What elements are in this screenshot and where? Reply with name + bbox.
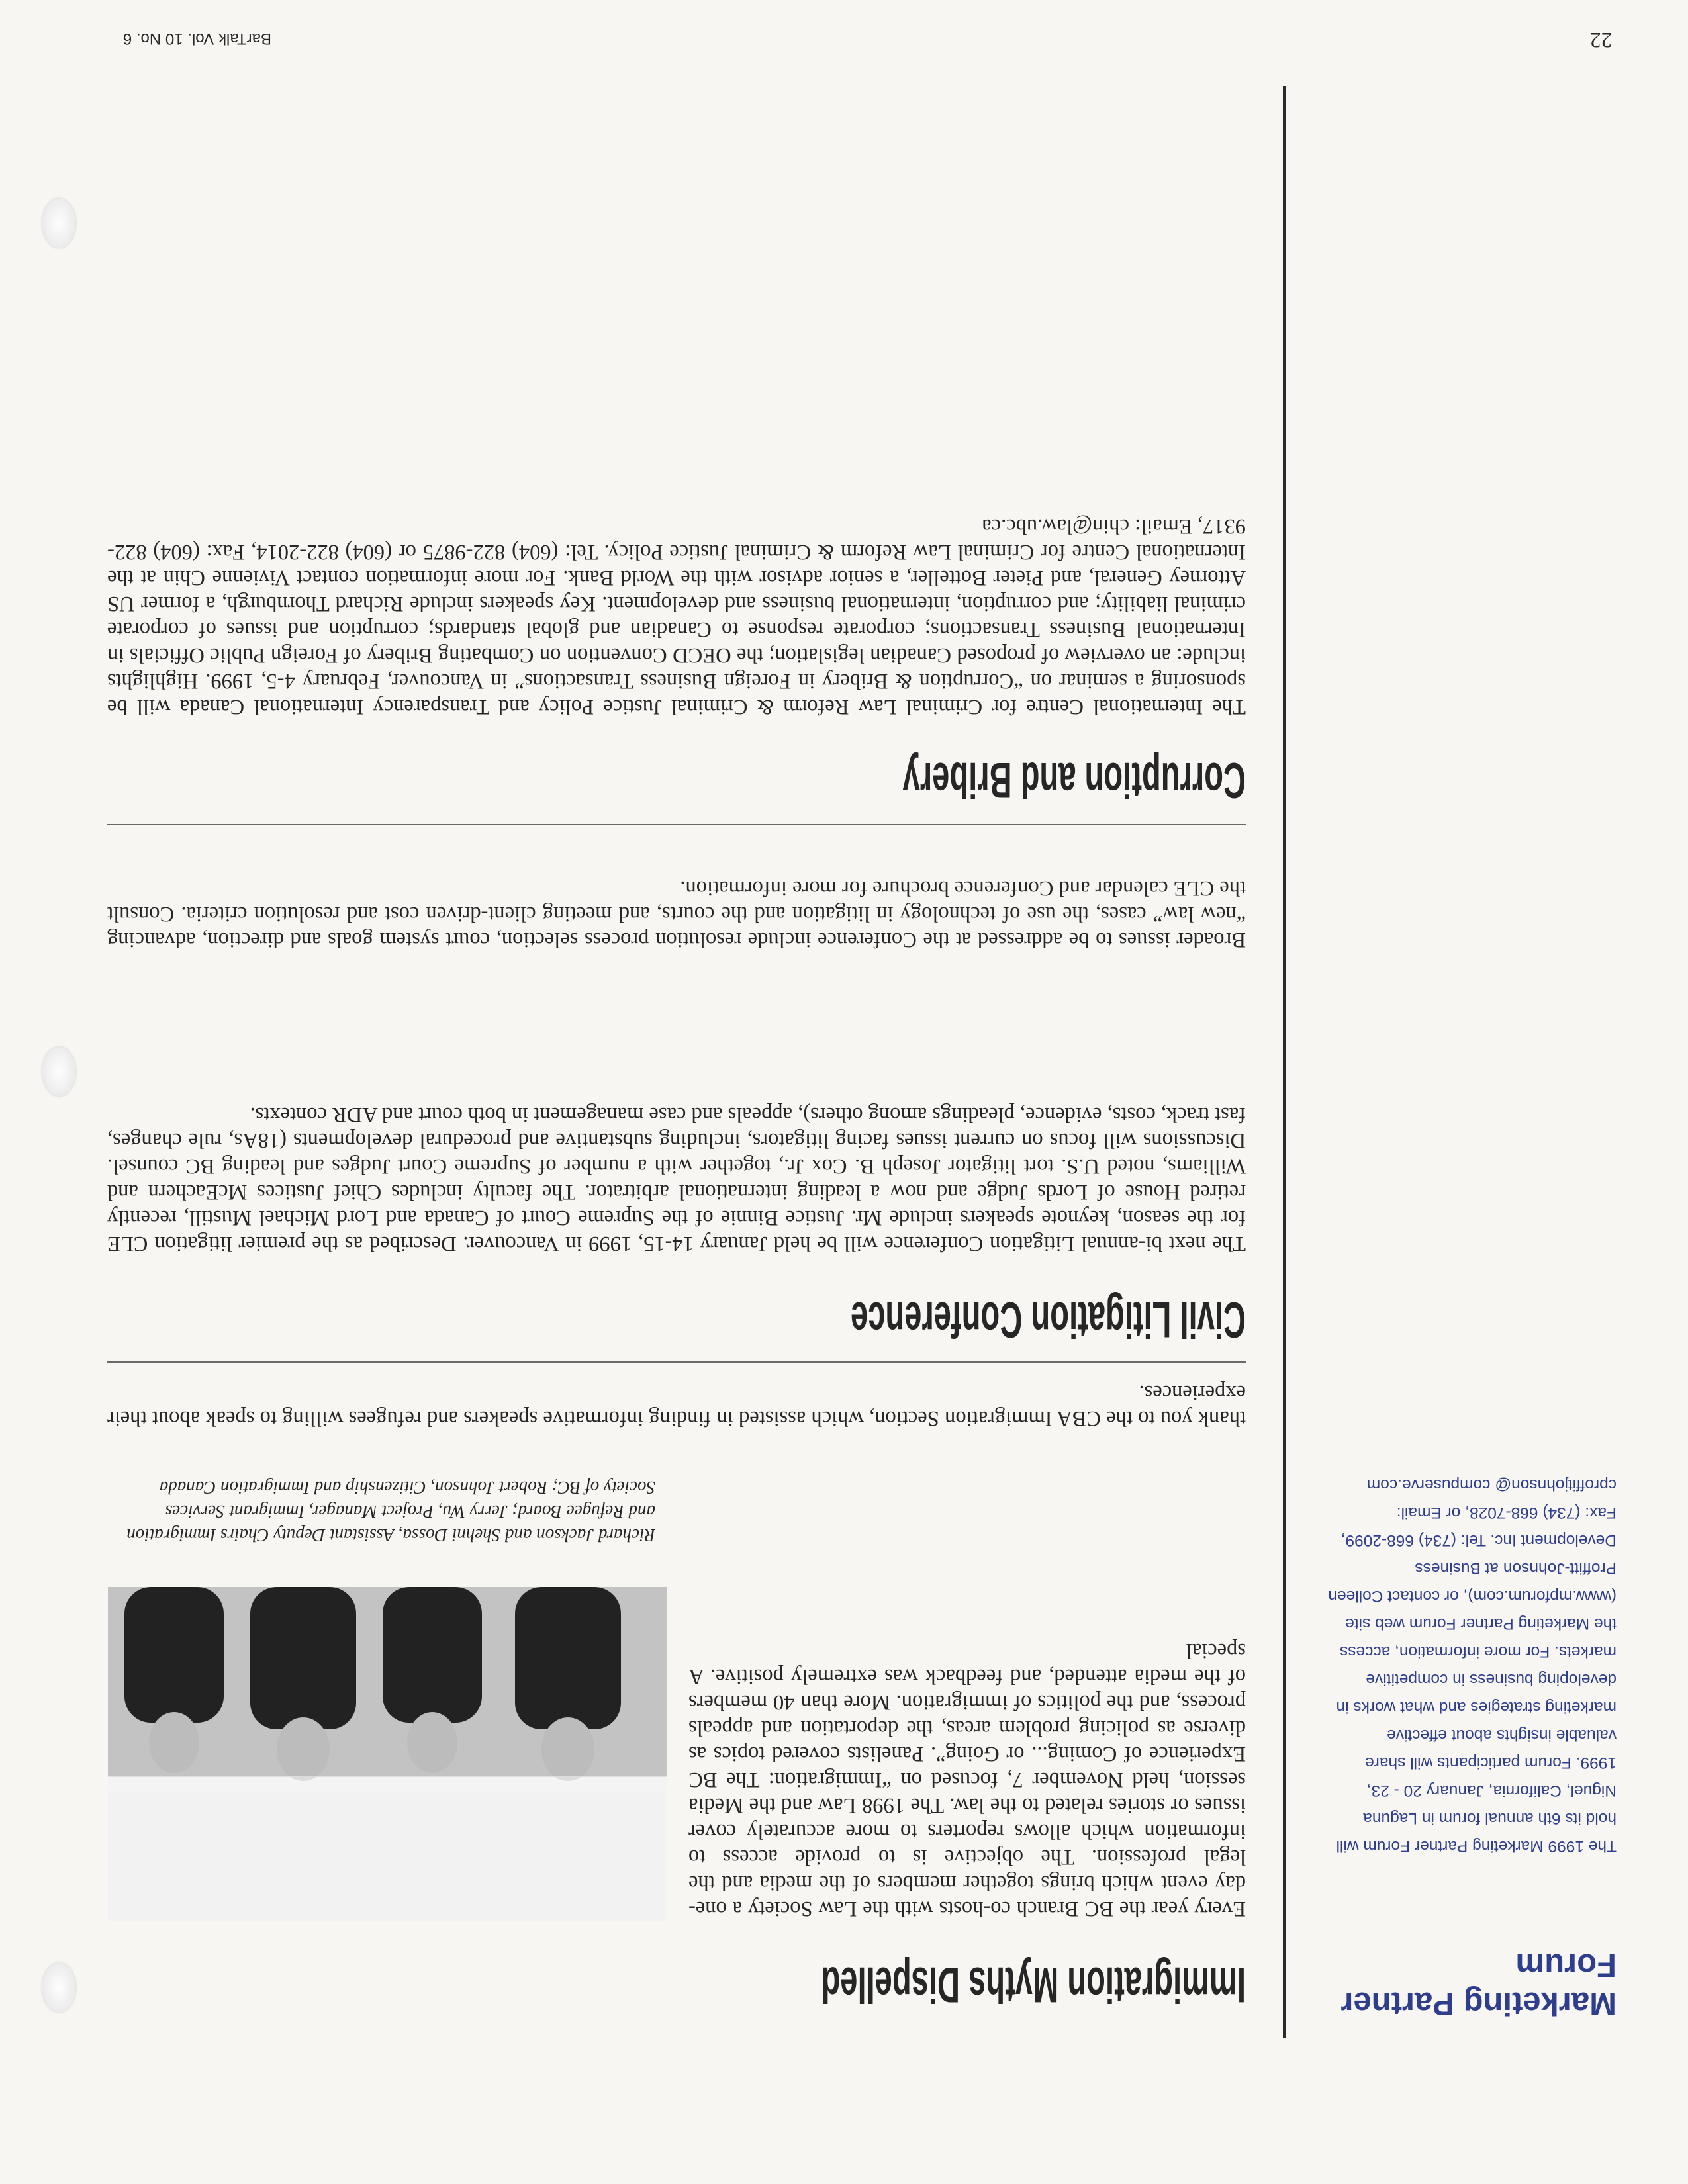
- binder-hole-middle: [42, 1047, 75, 1096]
- civil-title: Civil Litigation Conference: [851, 1291, 1246, 1347]
- sidebar-text: The 1999 Marketing Partner Forum will hold its 6th annual forum in Laguna Niguel, California, January 20 - 23, 1999. Forum participants will share valuable insights about effective marketing strategies and what works in developing business in competitive markets. For more information, access the Marketing Partner Forum web site (www.mpforum.com), or contact Colleen Proffitt-Johnson at Business Development Inc. Tel: (734) 668-2099, Fax: (734) 668-7028, or Email: cproffitjohnson@ compuserve.com: [1328, 1476, 1617, 1855]
- event-photo: [108, 1587, 667, 1921]
- corruption-title: Corruption and Bribery: [902, 752, 1246, 808]
- immigration-continuation-text: thank you to the CBA Immigration Section, which assisted in finding informative speakers and refugees willing to speak about their experiences.: [107, 1381, 1246, 1430]
- page-number: 22: [1590, 28, 1612, 52]
- civil-paragraph-2: Broader issues to be addressed at the Conference include resolution process selection, court system goals and direction, advancing “new law” cases, the use of technology in litigation and the courts, and meeting client-driven cost and resolution criteria. Consult the CLE calendar and Conference brochure for more information.: [107, 876, 1246, 952]
- panelists-photo-illustration: [108, 1587, 667, 1921]
- publication-info: BarTalk Vol. 10 No. 6: [122, 30, 271, 48]
- immigration-title: Immigration Myths Dispelled: [821, 1956, 1246, 2013]
- column-divider: [1283, 86, 1286, 2038]
- immigration-column-text: Every year the BC Branch co-hosts with the Law Society a one-day event which brings together members of the media and the legal profession. The objective is to provide access to information which allows reporters to more accurately cover issues or stories related to the law. The 1998 Law and the Media session, held November 7, focused on “Immigration: The BC Experience of Coming... or Going”. Panelists covered topics as diverse as policing problem areas, the deportation and appeals process, and the politics of immigration. More than 40 members of the media attended, and feedback was extremely positive. A special: [688, 1639, 1246, 1921]
- corruption-paragraph: The International Centre for Criminal Law Reform & Criminal Justice Policy and Transparency International Canada will be sponsoring a seminar on “Corruption & Bribery in Foreign Business Transactions” in Vancouver, February 4-5, 1999. Highlights include: an overview of proposed Canadian legislation; the OECD Convention on Combating Bribery of Foreign Public Officials in International Business Transactions; corporate response to Canadian and global standards; corruption and issues of corporate criminal liability; and corruption, international business and development. Key speakers include Richard Thornburgh, a former US Attorney General, and Pieter Botteller, a senior advisor with the World Bank. For more information contact Vivienne Chin at the International Centre for Criminal Law Reform & Criminal Justice Policy. Tel: (604) 822-9875 or (604) 822-2014, Fax: (604) 822-9317, Email: chin@law.ubc.ca: [107, 514, 1246, 719]
- section-divider-2: [107, 824, 1246, 825]
- binder-hole-top: [42, 1963, 75, 2012]
- photo-caption: Richard Jackson and Shehni Dossa, Assistant Deputy Chairs Immigration and Refugee Board; Jerry Wu, Project Manager, Immigrant Services Society of BC; Robert Johnson, Citizenship and Immigration Canada: [126, 1478, 655, 1545]
- sidebar-title: Marketing Partner Forum: [1340, 1947, 1617, 2021]
- section-divider-1: [107, 1361, 1246, 1363]
- binder-hole-bottom: [42, 199, 75, 248]
- civil-paragraph-1: The next bi-annual Litigation Conference will be held January 14-15, 1999 in Vancouver. Described as the premier litigation CLE for the season, keynote speakers include Mr. Justice Binnie of the Supreme Court of Canada and Lord Michael Mustill, recently retired House of Lords Judge and now a leading international arbitrator. The faculty includes Chief Justices McEachern and Williams, noted U.S. tort litigator Joseph B. Cox Jr., together with a number of Supreme Court Judges and leading BC counsel. Discussions will focus on current issues facing litigators, including substantive and procedural developments (18As, rule changes, fast track, costs, evidence, pleadings among others), appeals and case management in both court and ADR contexts.: [107, 1103, 1246, 1255]
